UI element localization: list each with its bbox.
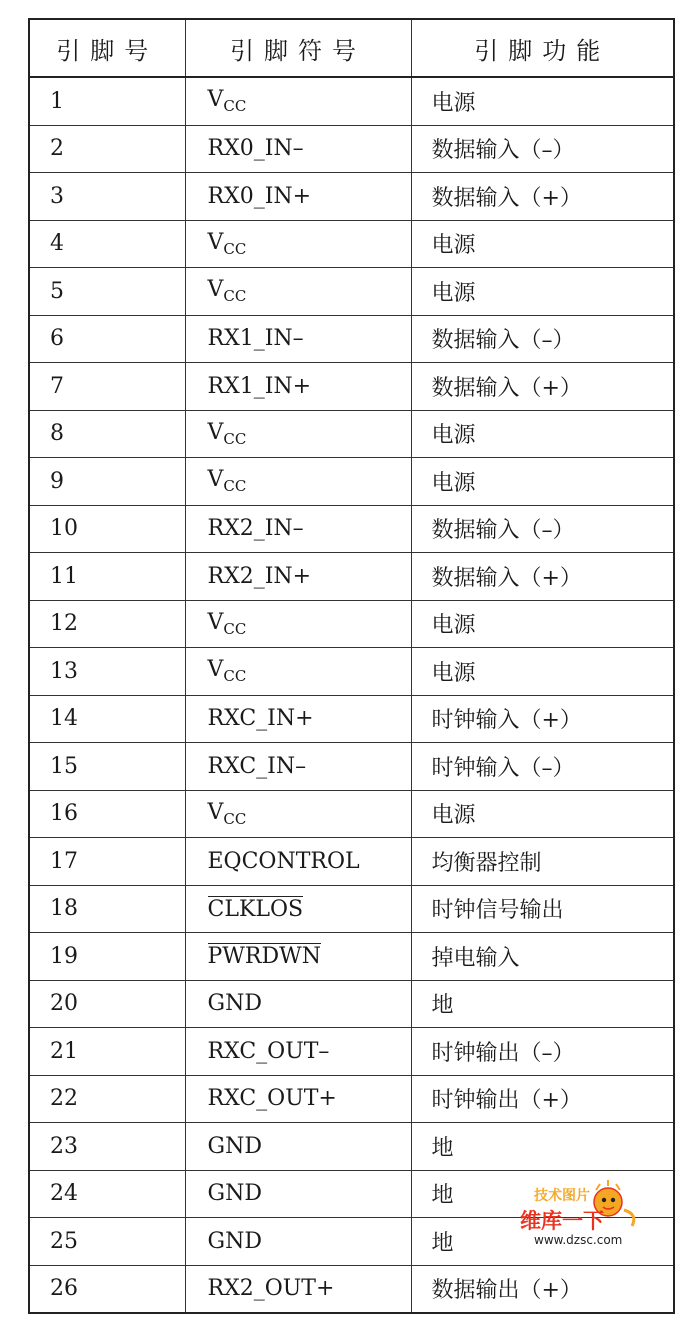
- watermark-brand-text: 维库一下: [520, 1209, 604, 1233]
- table-row: [29, 553, 674, 601]
- pin-symbol-text: RXC_IN–: [207, 753, 307, 779]
- pin-symbol-cell: [185, 933, 411, 981]
- pin-number-cell: 19: [29, 933, 185, 981]
- table-row: [29, 743, 674, 791]
- pin-number-cell: 24: [29, 1170, 185, 1218]
- pin-symbol-cell: [185, 1170, 411, 1218]
- pin-function-cell: 电源: [411, 648, 674, 696]
- watermark-url-text: www.dzsc.com: [534, 1233, 623, 1247]
- pin-symbol-subscript: CC: [223, 239, 247, 258]
- pin-symbol-text: EQCONTROL: [207, 848, 360, 874]
- pin-symbol-cell: [185, 695, 411, 743]
- pin-symbol: [208, 467, 247, 495]
- pin-function-cell: 电源: [411, 600, 674, 648]
- pin-symbol-cell: [185, 838, 411, 886]
- pin-number-cell: 6: [29, 315, 185, 363]
- pin-function-cell: 数据输入（+）: [411, 553, 674, 601]
- pin-symbol-subscript: CC: [223, 477, 247, 496]
- pin-symbol-text: PWRDWN: [207, 944, 321, 970]
- table-row: [29, 125, 674, 173]
- pin-function-cell: 电源: [411, 77, 674, 125]
- pin-number-cell: 3: [29, 173, 185, 221]
- table-row: [29, 173, 674, 221]
- watermark-top-text: 技术图片: [534, 1188, 590, 1204]
- pin-number-cell: 20: [29, 980, 185, 1028]
- pin-symbol-active-low: [208, 943, 321, 968]
- pin-number-cell: 11: [29, 553, 185, 601]
- pin-symbol-cell: [185, 315, 411, 363]
- table-row: [29, 600, 674, 648]
- pin-symbol-text: V: [207, 657, 224, 683]
- pin-symbol-text: V: [207, 609, 224, 635]
- pin-number-cell: 8: [29, 410, 185, 458]
- pin-symbol-text: V: [207, 467, 224, 493]
- pin-symbol: [208, 1134, 262, 1159]
- pin-symbol: [208, 230, 247, 258]
- header-pin-function: 引脚功能: [411, 19, 674, 77]
- dzsc-watermark-logo: [520, 1180, 650, 1260]
- pin-function-cell: 时钟输入（–）: [411, 743, 674, 791]
- pin-number-cell: 21: [29, 1028, 185, 1076]
- pin-symbol-cell: [185, 220, 411, 268]
- pin-symbol-text: RX2_IN–: [207, 516, 304, 542]
- table-row: [29, 458, 674, 506]
- table-row: [29, 1028, 674, 1076]
- pin-number-cell: 17: [29, 838, 185, 886]
- pin-symbol-subscript: CC: [223, 619, 247, 638]
- pin-symbol-text: V: [207, 277, 224, 303]
- pin-symbol: [208, 374, 312, 399]
- pin-symbol-cell: [185, 77, 411, 125]
- table-row: [29, 1265, 674, 1313]
- table-row: [29, 315, 674, 363]
- pin-function-cell: 数据输入（–）: [411, 505, 674, 553]
- pin-symbol: [208, 1086, 337, 1111]
- pin-symbol-cell: [185, 553, 411, 601]
- pin-symbol-text: RX2_IN+: [207, 563, 312, 589]
- table-row: [29, 363, 674, 411]
- pin-function-cell: 电源: [411, 220, 674, 268]
- pin-symbol-cell: [185, 790, 411, 838]
- pin-number-cell: 4: [29, 220, 185, 268]
- pin-symbol: [208, 754, 307, 779]
- pin-symbol-text: V: [207, 799, 224, 825]
- pin-symbol-text: GND: [207, 1181, 262, 1207]
- pin-symbol: [208, 657, 247, 685]
- pin-function-cell: 地: [411, 1218, 674, 1266]
- pin-symbol-cell: [185, 600, 411, 648]
- pin-number-cell: 9: [29, 458, 185, 506]
- pin-function-cell: 数据输入（+）: [411, 173, 674, 221]
- pin-number-cell: 15: [29, 743, 185, 791]
- pin-function-cell: 数据输入（+）: [411, 363, 674, 411]
- pin-symbol: [208, 420, 247, 448]
- pin-symbol-cell: [185, 173, 411, 221]
- table-row: [29, 410, 674, 458]
- pin-number-cell: 23: [29, 1123, 185, 1171]
- table-row: [29, 505, 674, 553]
- pin-symbol-subscript: CC: [223, 97, 247, 116]
- table-row: [29, 648, 674, 696]
- pin-symbol: [208, 184, 312, 209]
- pin-symbol-text: GND: [207, 1133, 262, 1159]
- pin-number-cell: 10: [29, 505, 185, 553]
- pin-symbol-cell: [185, 458, 411, 506]
- pin-number-cell: 18: [29, 885, 185, 933]
- pin-symbol-cell: [185, 505, 411, 553]
- table-body: [29, 77, 674, 1313]
- pin-symbol: [208, 1276, 335, 1301]
- table-row: [29, 220, 674, 268]
- pin-symbol: [208, 1181, 262, 1206]
- pin-function-cell: 时钟输入（+）: [411, 695, 674, 743]
- pin-symbol: [208, 800, 247, 828]
- pin-number-cell: 5: [29, 268, 185, 316]
- table-row: [29, 1123, 674, 1171]
- pin-function-cell: 时钟信号输出: [411, 885, 674, 933]
- table-row: [29, 933, 674, 981]
- pin-symbol: [208, 610, 247, 638]
- table-row: [29, 268, 674, 316]
- pin-function-cell: 电源: [411, 268, 674, 316]
- pin-function-cell: 地: [411, 980, 674, 1028]
- pin-symbol-text: RX2_OUT+: [207, 1276, 335, 1302]
- table-row: [29, 1075, 674, 1123]
- pin-symbol-cell: [185, 1123, 411, 1171]
- pin-symbol-cell: [185, 363, 411, 411]
- pin-symbol-text: GND: [207, 991, 262, 1017]
- pin-function-cell: 掉电输入: [411, 933, 674, 981]
- table-header: [29, 19, 674, 77]
- pin-table: [28, 18, 675, 1314]
- pin-symbol-text: RX1_IN–: [207, 326, 304, 352]
- header-pin-symbol: 引脚符号: [185, 19, 411, 77]
- pin-number-cell: 7: [29, 363, 185, 411]
- pin-number-cell: 13: [29, 648, 185, 696]
- pin-symbol-cell: [185, 885, 411, 933]
- pin-function-cell: 数据输入（–）: [411, 125, 674, 173]
- pin-symbol: [208, 87, 247, 115]
- pin-symbol-cell: [185, 1028, 411, 1076]
- pin-number-cell: 25: [29, 1218, 185, 1266]
- pin-symbol: [208, 326, 304, 351]
- pin-function-cell: 地: [411, 1123, 674, 1171]
- pin-symbol: [208, 706, 314, 731]
- pin-symbol-text: RXC_OUT+: [207, 1086, 337, 1112]
- pin-symbol: [208, 516, 304, 541]
- pin-number-cell: 12: [29, 600, 185, 648]
- table-row: [29, 695, 674, 743]
- pin-symbol-text: RXC_OUT–: [207, 1038, 330, 1064]
- table-row: [29, 77, 674, 125]
- pin-number-cell: 1: [29, 77, 185, 125]
- pin-symbol-text: RX0_IN+: [207, 183, 312, 209]
- pin-function-cell: 数据输出（+）: [411, 1265, 674, 1313]
- pin-symbol-text: V: [207, 229, 224, 255]
- pin-function-cell: 时钟输出（+）: [411, 1075, 674, 1123]
- pin-function-cell: 数据输入（–）: [411, 315, 674, 363]
- pin-symbol-cell: [185, 1265, 411, 1313]
- pin-symbol-cell: [185, 1218, 411, 1266]
- pin-symbol-subscript: CC: [223, 667, 247, 686]
- pin-symbol: [208, 564, 312, 589]
- pin-symbol-cell: [185, 1075, 411, 1123]
- pin-symbol-text: GND: [207, 1228, 262, 1254]
- pin-number-cell: 16: [29, 790, 185, 838]
- pin-symbol: [208, 991, 262, 1016]
- pin-symbol-active-low: [208, 896, 304, 921]
- pin-symbol-text: V: [207, 419, 224, 445]
- pin-symbol: [208, 849, 360, 874]
- pin-symbol-subscript: CC: [223, 809, 247, 828]
- header-pin-number: 引脚号: [29, 19, 185, 77]
- pin-function-cell: 均衡器控制: [411, 838, 674, 886]
- pin-number-cell: 26: [29, 1265, 185, 1313]
- pin-symbol: [208, 277, 247, 305]
- pin-symbol-text: RX0_IN–: [207, 136, 304, 162]
- pin-symbol-text: CLKLOS: [207, 896, 304, 922]
- pin-symbol-cell: [185, 125, 411, 173]
- table-row: [29, 885, 674, 933]
- pin-symbol-text: RX1_IN+: [207, 373, 312, 399]
- header-row: [29, 19, 674, 77]
- pin-function-cell: 电源: [411, 790, 674, 838]
- pin-symbol-subscript: CC: [223, 287, 247, 306]
- pin-function-cell: 地: [411, 1170, 674, 1218]
- pin-symbol-cell: [185, 268, 411, 316]
- pin-number-cell: 14: [29, 695, 185, 743]
- pin-symbol-cell: [185, 410, 411, 458]
- table-row: [29, 980, 674, 1028]
- pin-symbol: [208, 1229, 262, 1254]
- pin-symbol-text: RXC_IN+: [207, 706, 314, 732]
- pin-function-cell: 电源: [411, 458, 674, 506]
- pin-symbol-text: V: [207, 87, 224, 113]
- pin-symbol-cell: [185, 980, 411, 1028]
- pin-symbol: [208, 1039, 330, 1064]
- pin-number-cell: 22: [29, 1075, 185, 1123]
- pin-function-cell: 时钟输出（–）: [411, 1028, 674, 1076]
- pin-symbol-cell: [185, 743, 411, 791]
- pin-number-cell: 2: [29, 125, 185, 173]
- table-row: [29, 790, 674, 838]
- pin-symbol-subscript: CC: [223, 429, 247, 448]
- pin-function-cell: 电源: [411, 410, 674, 458]
- table-row: [29, 838, 674, 886]
- pin-symbol: [208, 136, 304, 161]
- pin-symbol-cell: [185, 648, 411, 696]
